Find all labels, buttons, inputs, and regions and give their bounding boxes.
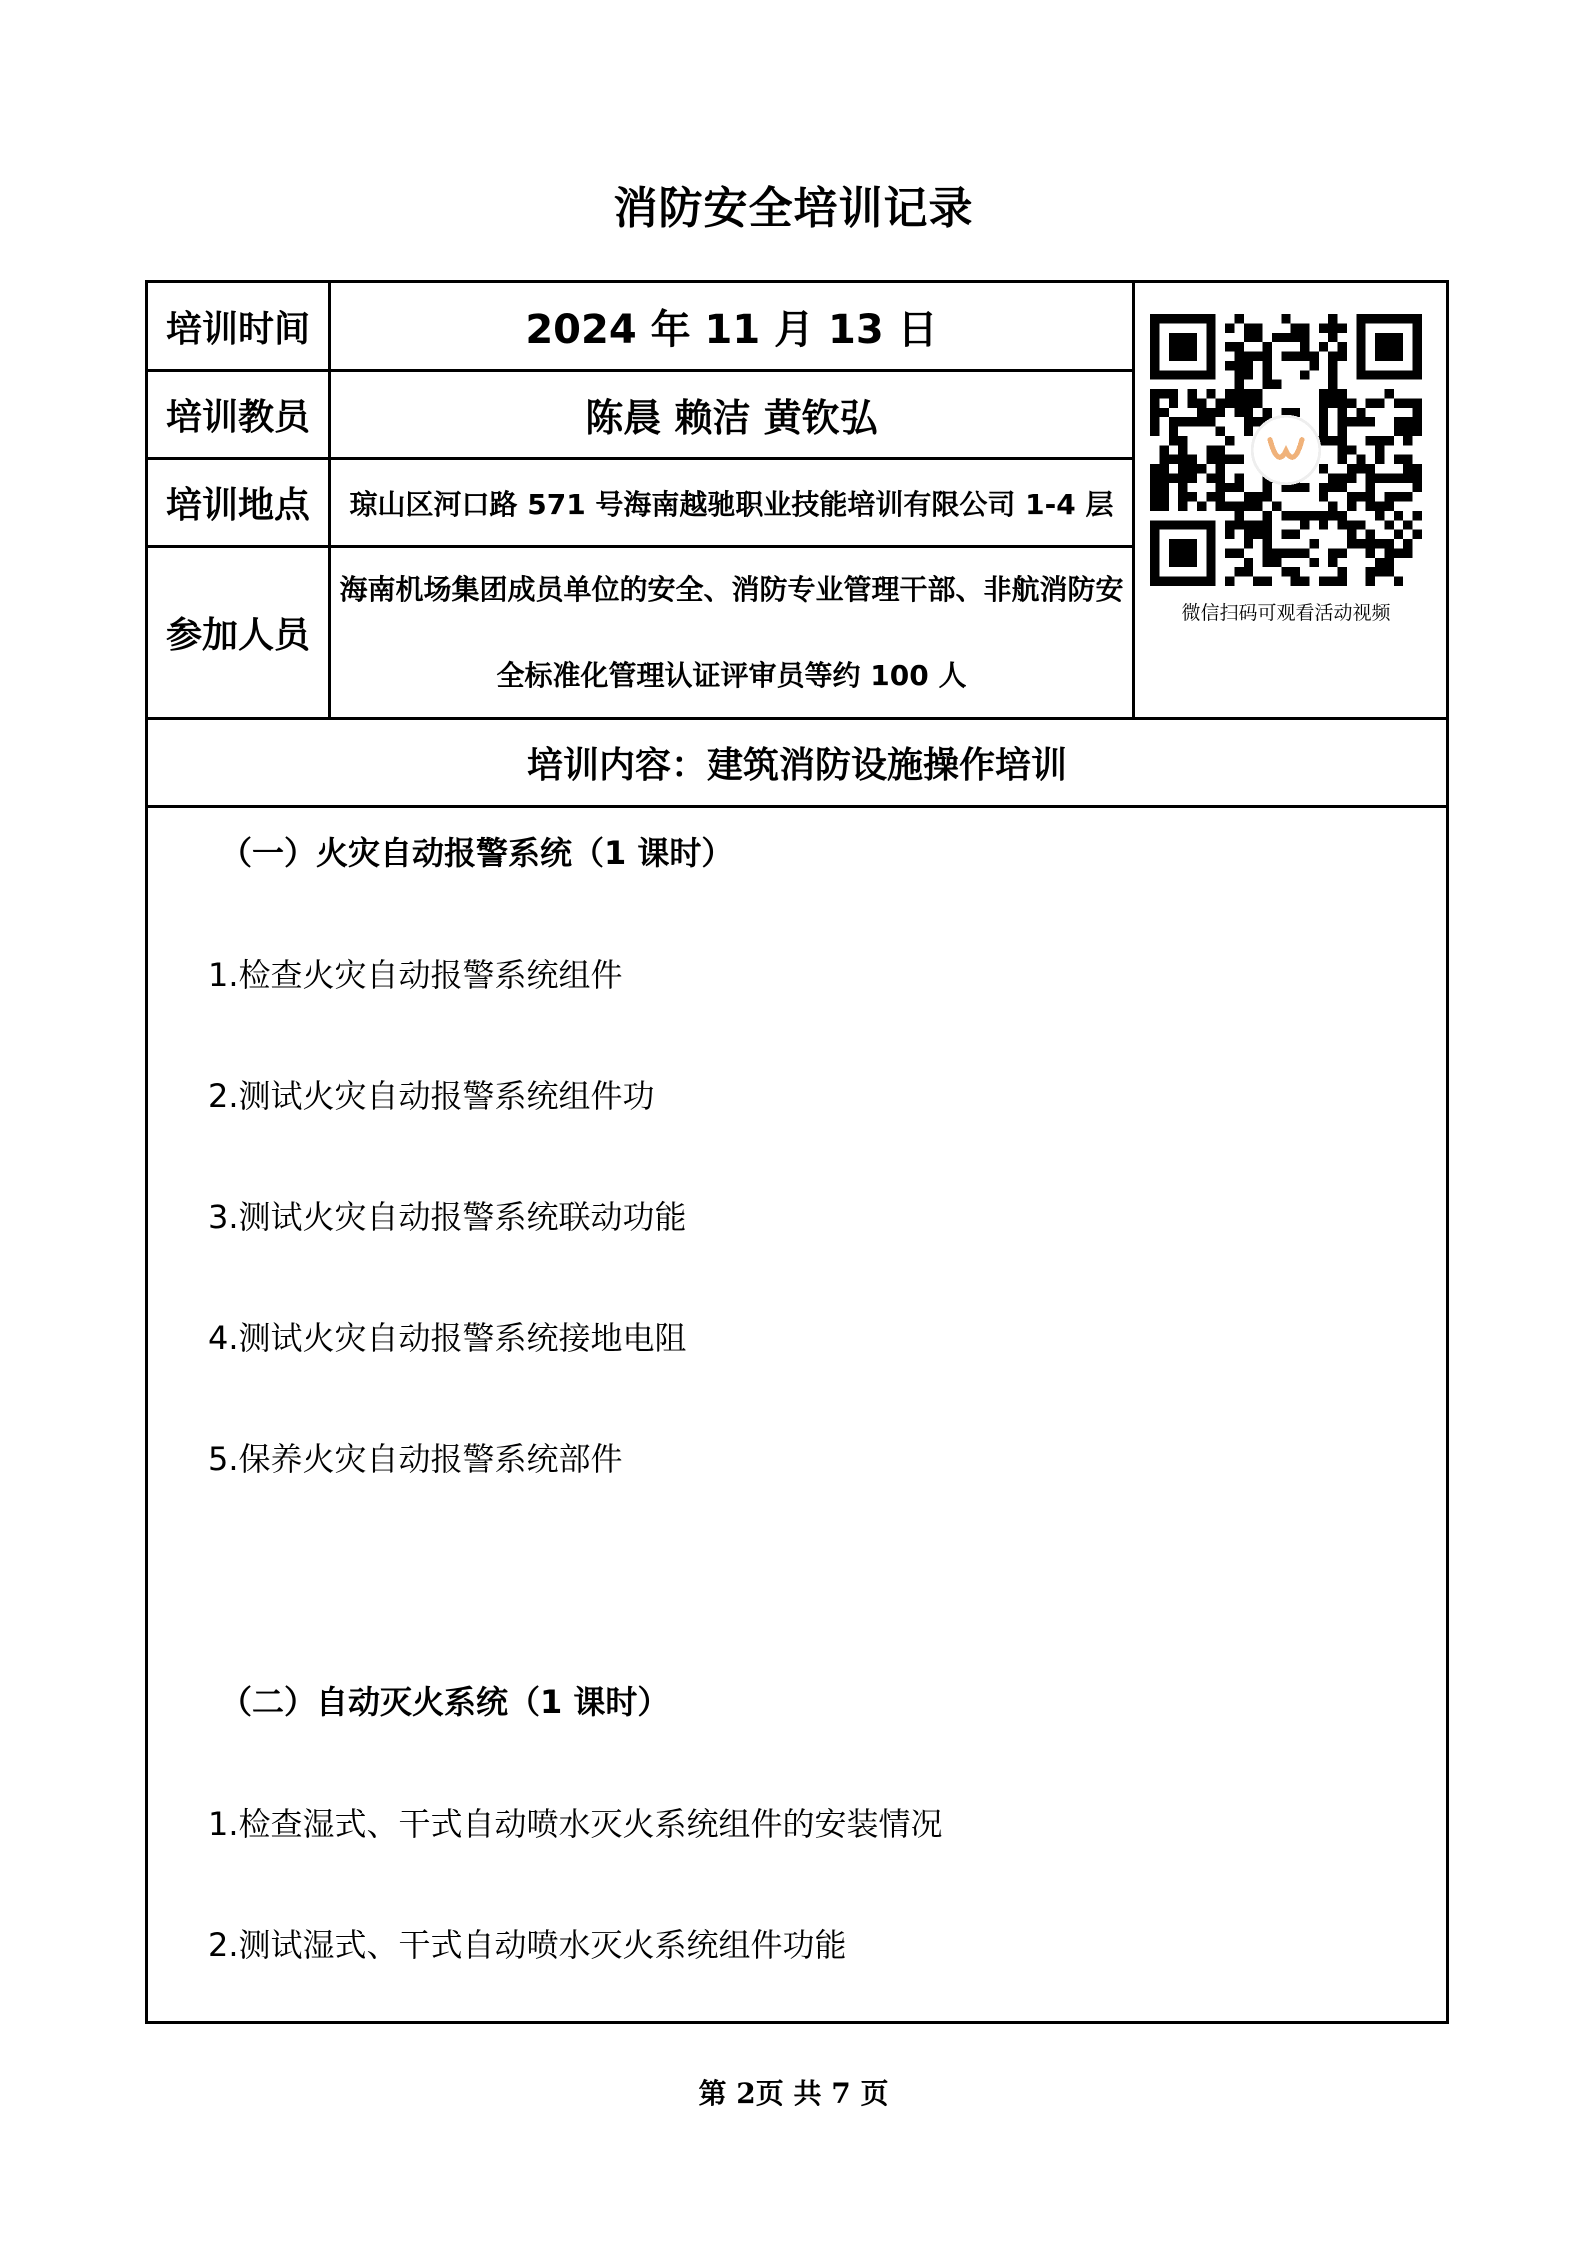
- location-value: 琼山区河口路 571 号海南越驰职业技能培训有限公司 1-4 层: [349, 487, 1114, 521]
- instructor-label: 培训教员: [165, 397, 310, 438]
- content-heading: 培训内容：建筑消防设施操作培训: [526, 745, 1067, 786]
- location-label: 培训地点: [165, 485, 310, 526]
- qr-code-icon[interactable]: [1150, 314, 1422, 586]
- page-title: 消防安全培训记录: [613, 183, 974, 234]
- section-2-item-1: 1.检查湿式、干式自动喷水灭火系统组件的安装情况: [208, 1805, 943, 1843]
- page-footer: 第 2页 共 7 页: [698, 2077, 889, 2110]
- instructor-value: 陈晨 赖洁 黄钦弘: [585, 396, 878, 440]
- section-2-item-2: 2.测试湿式、干式自动喷水灭火系统组件功能: [208, 1926, 847, 1964]
- participants-line-2: 全标准化管理认证评审员等约 100 人: [496, 658, 967, 692]
- section-1-item-2: 2.测试火灾自动报警系统组件功: [208, 1077, 655, 1115]
- time-label: 培训时间: [165, 308, 310, 350]
- section-1-item-1: 1.检查火灾自动报警系统组件: [208, 956, 623, 994]
- section-1-item-5: 5.保养火灾自动报警系统部件: [208, 1440, 623, 1478]
- participants-value: [331, 548, 1132, 717]
- section-1-item-4: 4.测试火灾自动报警系统接地电阻: [208, 1319, 687, 1357]
- qr-caption: 微信扫码可观看活动视频: [1181, 602, 1391, 624]
- participants-line-1: 海南机场集团成员单位的安全、消防专业管理干部、非航消防安: [339, 572, 1124, 606]
- participants-label: 参加人员: [165, 615, 310, 656]
- section-1-title: （一）火灾自动报警系统（1 课时）: [220, 834, 734, 872]
- section-2-title: （二）自动灭火系统（1 课时）: [220, 1683, 670, 1721]
- time-value: 2024 年 11 月 13 日: [525, 306, 938, 353]
- section-1-item-3: 3.测试火灾自动报警系统联动功能: [208, 1198, 687, 1236]
